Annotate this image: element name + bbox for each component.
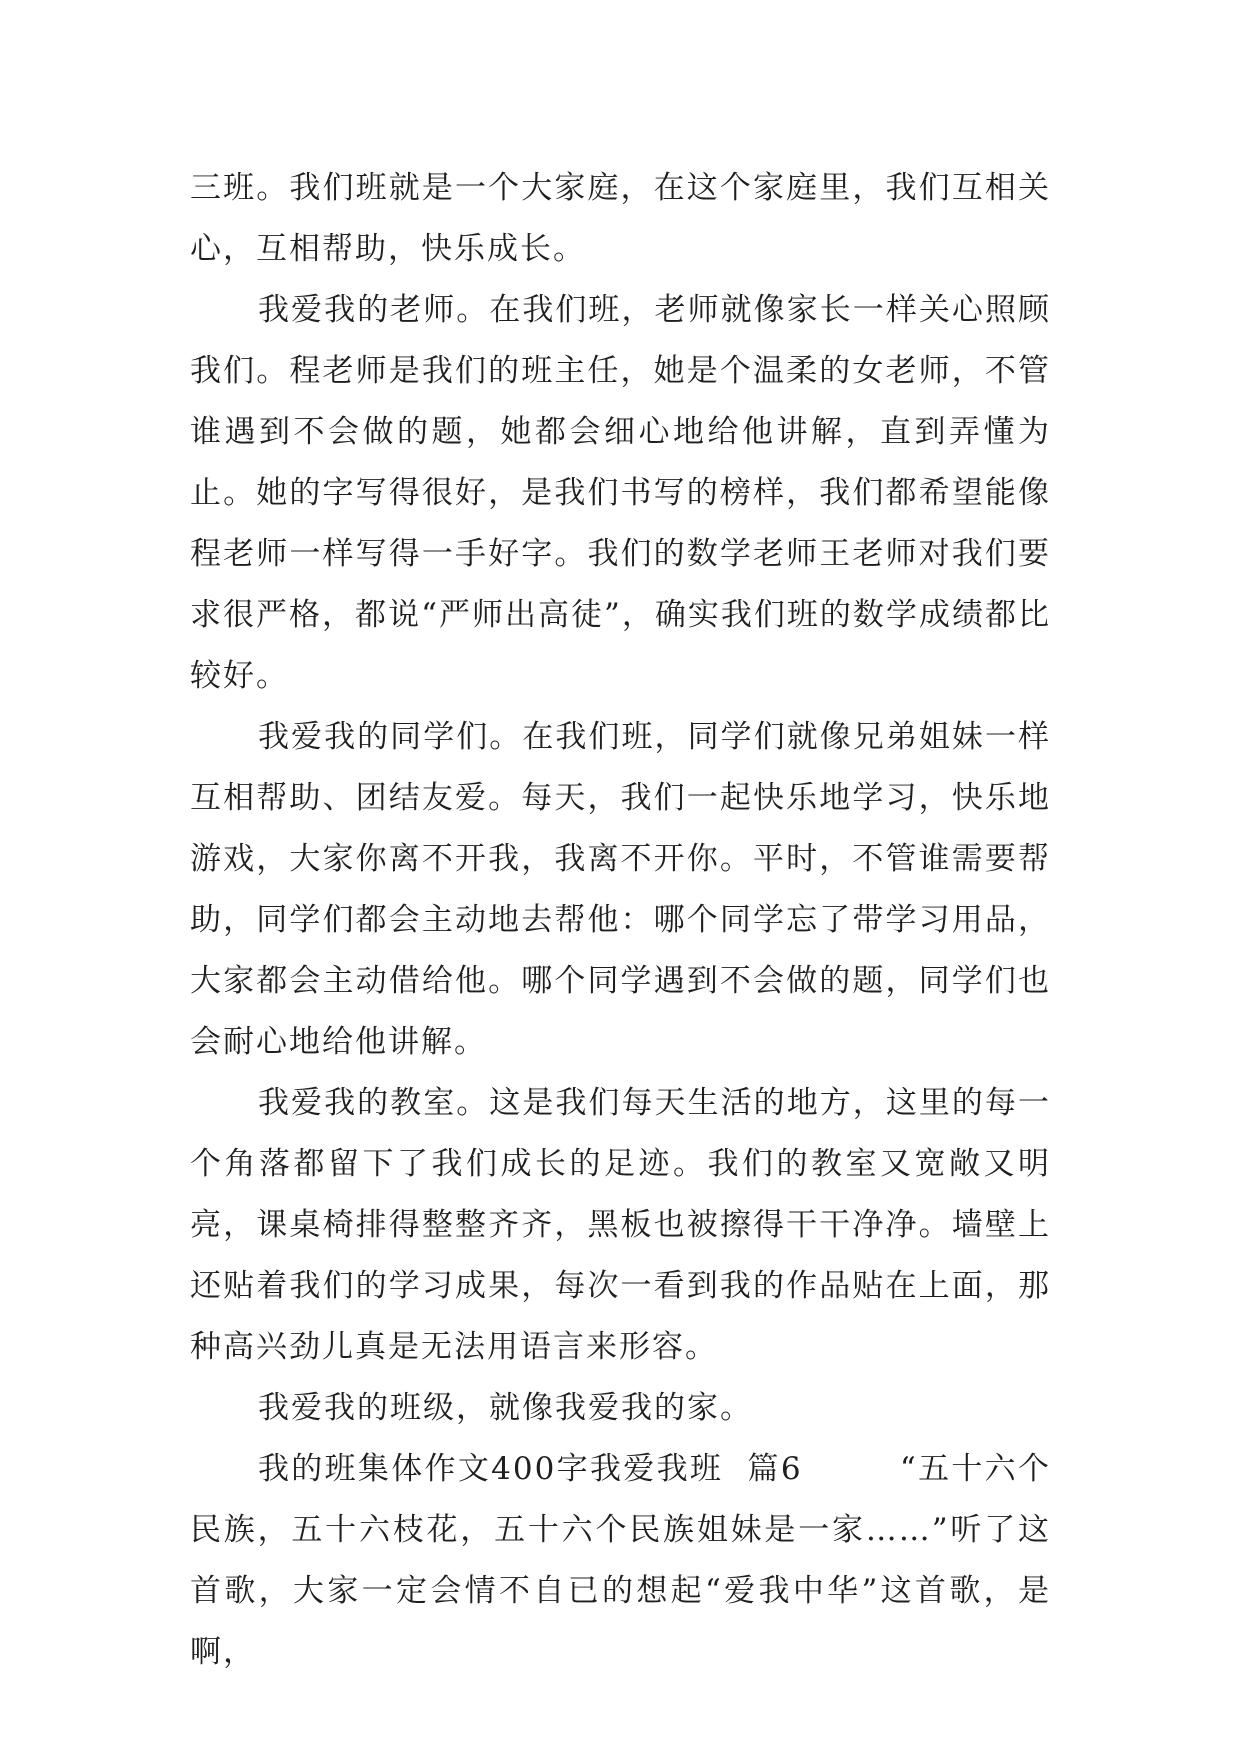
paragraph-1: 三班。我们班就是一个大家庭，在这个家庭里，我们互相关心，互相帮助，快乐成长。: [190, 170, 1051, 267]
paragraph-4: 我爱我的教室。这是我们每天生活的地方，这里的每一个角落都留下了我们成长的足迹。我们的教室又宽敞又明亮，课桌椅排得整整齐齐，黑板也被擦得干干净净。墙壁上还贴着我们的学习成果，每次一看到我的作品贴在上面，那种高兴劲儿真是无法用语言来形容。: [190, 1085, 1051, 1365]
body-text: [190, 158, 1051, 1683]
paragraph-5: 我爱我的班级，就像我爱我的家。: [258, 1390, 753, 1426]
paragraph-3: 我爱我的同学们。在我们班，同学们就像兄弟姐妹一样互相帮助、团结友爱。每天，我们一起快乐地学习，快乐地游戏，大家你离不开我，我离不开你。平时，不管谁需要帮助，同学们都会主动地去帮他：哪个同学忘了带学习用品，大家都会主动借给他。哪个同学遇到不会做的题，同学们也会耐心地给他讲解。: [190, 719, 1051, 1060]
paragraph-6: 我的班集体作文400字我爱我班 篇6 “五十六个民族，五十六枝花，五十六个民族姐妹是一家……”听了这首歌，大家一定会情不自已的想起“爱我中华”这首歌，是啊，: [190, 1451, 1051, 1670]
paragraph-2: 我爱我的老师。在我们班，老师就像家长一样关心照顾我们。程老师是我们的班主任，她是个温柔的女老师，不管谁遇到不会做的题，她都会细心地给他讲解，直到弄懂为止。她的字写得很好，是我们书写的榜样，我们都希望能像程老师一样写得一手好字。我们的数学老师王老师对我们要求很严格，都说“严师出高徒”，确实我们班的数学成绩都比较好。: [190, 292, 1051, 694]
